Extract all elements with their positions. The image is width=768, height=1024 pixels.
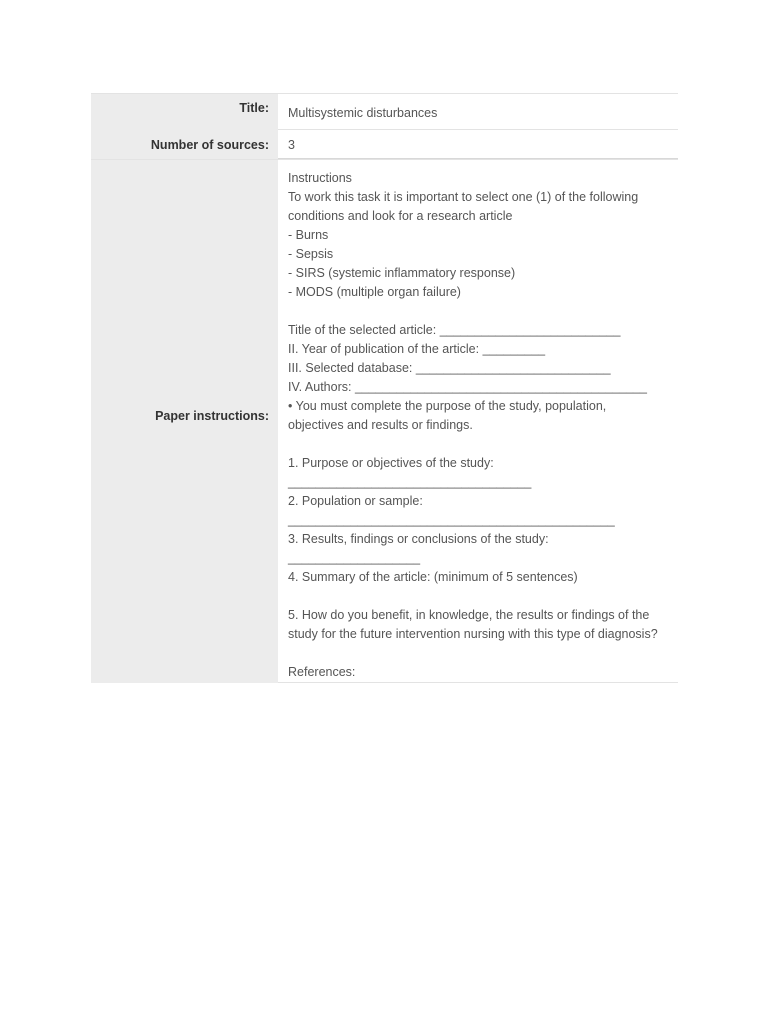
sources-value: 3 bbox=[278, 130, 678, 159]
instructions-line: objectives and results or findings. bbox=[288, 418, 473, 432]
instructions-spacer bbox=[288, 644, 670, 663]
instructions-row bbox=[91, 160, 678, 683]
instructions-line: ___________________________________ bbox=[288, 475, 532, 489]
instructions-line: 3. Results, findings or conclusions of the study: bbox=[288, 532, 549, 546]
instructions-line: - Sepsis bbox=[288, 247, 334, 261]
instructions-line: Title of the selected article: __________________________ bbox=[288, 323, 621, 337]
instructions-line: - MODS (multiple organ failure) bbox=[288, 285, 461, 299]
sources-label: Number of sources: bbox=[91, 130, 278, 159]
instructions-body bbox=[278, 160, 678, 683]
instructions-line: study for the future intervention nursing with this type of diagnosis? bbox=[288, 627, 658, 641]
instructions-line: 2. Population or sample: bbox=[288, 494, 423, 508]
instructions-line: Instructions bbox=[288, 171, 352, 185]
order-details-table bbox=[91, 93, 678, 683]
title-label: Title: bbox=[91, 94, 278, 130]
instructions-line: 5. How do you benefit, in knowledge, the results or findings of the bbox=[288, 608, 650, 622]
instructions-line: • You must complete the purpose of the study, population, bbox=[288, 399, 607, 413]
instructions-spacer bbox=[288, 587, 670, 606]
instructions-line: III. Selected database: ____________________________ bbox=[288, 361, 611, 375]
instructions-line: 4. Summary of the article: (minimum of 5 sentences) bbox=[288, 570, 578, 584]
instructions-line: II. Year of publication of the article: _________ bbox=[288, 342, 546, 356]
instructions-line: - Burns bbox=[288, 228, 329, 242]
instructions-line: IV. Authors: __________________________________________ bbox=[288, 380, 647, 394]
instructions-line: References: bbox=[288, 665, 356, 679]
instructions-line: - SIRS (systemic inflammatory response) bbox=[288, 266, 516, 280]
instructions-line: _______________________________________________ bbox=[288, 513, 615, 527]
title-row bbox=[91, 94, 678, 130]
instructions-line: 1. Purpose or objectives of the study: bbox=[288, 456, 494, 470]
sources-row bbox=[91, 130, 678, 160]
instructions-spacer bbox=[288, 302, 670, 321]
instructions-line: conditions and look for a research article bbox=[288, 209, 513, 223]
instructions-line: To work this task it is important to select one (1) of the following bbox=[288, 190, 639, 204]
instructions-label: Paper instructions: bbox=[91, 160, 278, 683]
instructions-spacer bbox=[288, 435, 670, 454]
instructions-line: ___________________ bbox=[288, 551, 421, 565]
title-value: Multisystemic disturbances bbox=[278, 94, 678, 130]
